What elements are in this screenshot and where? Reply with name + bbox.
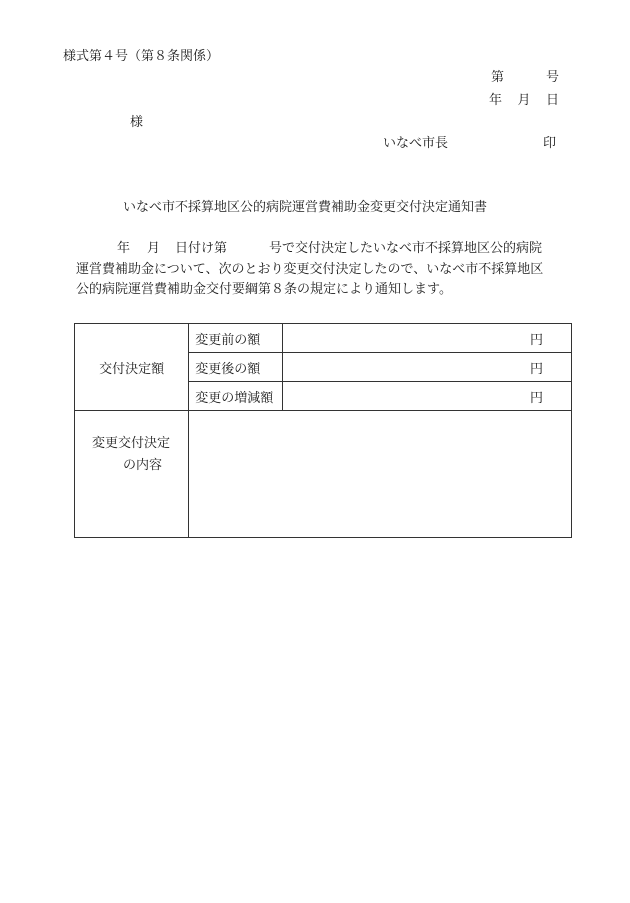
amount-table [74,323,572,538]
amount-after-cell: 円 [283,353,572,382]
form-number: 様式第４号（第８条関係） [63,49,220,64]
issue-date [489,92,559,110]
change-content-label-cell [75,411,189,538]
row-label-before: 変更前の額 [189,324,283,353]
date-day: 日 [545,93,559,108]
row-label-change: 変更の増減額 [189,382,283,411]
body-paragraph [76,239,568,301]
table-row [75,324,572,353]
change-content-cell [189,411,572,538]
document-number [491,69,559,87]
amount-change-cell: 円 [283,382,572,411]
date-month: 月 [517,93,531,108]
doc-number-suffix: 号 [545,70,559,85]
doc-number-prefix: 第 [491,70,505,85]
issuer-name: いなべ市長 [383,136,449,151]
body-line-2: 運営費補助金について、次のとおり変更交付決定したので、いなべ市不採算地区 [76,261,544,277]
body-line-1 [76,239,568,260]
body-line-1-rest: 号で交付決定したいなべ市不採算地区公的病院 [269,241,543,256]
date-year: 年 [489,93,503,108]
body-month: 月 [147,241,161,256]
amount-before-cell: 円 [283,324,572,353]
row-label-after: 変更後の額 [189,353,283,382]
addressee: 様 [130,115,144,130]
body-line-3: 公的病院運営費補助金交付要綱第８条の規定により通知します。 [76,282,452,297]
seal-mark: 印 [543,136,557,151]
body-year: 年 [117,241,131,256]
change-content-label-line-2: の内容 [123,458,163,473]
change-content-label-line-1: 変更交付決定 [92,436,171,451]
document-title: いなべ市不採算地区公的病院運営費補助金変更交付決定通知書 [123,200,488,215]
table-row [75,411,572,538]
body-day-ref: 日付け第 [175,241,228,256]
grant-amount-label: 交付決定額 [75,324,189,411]
